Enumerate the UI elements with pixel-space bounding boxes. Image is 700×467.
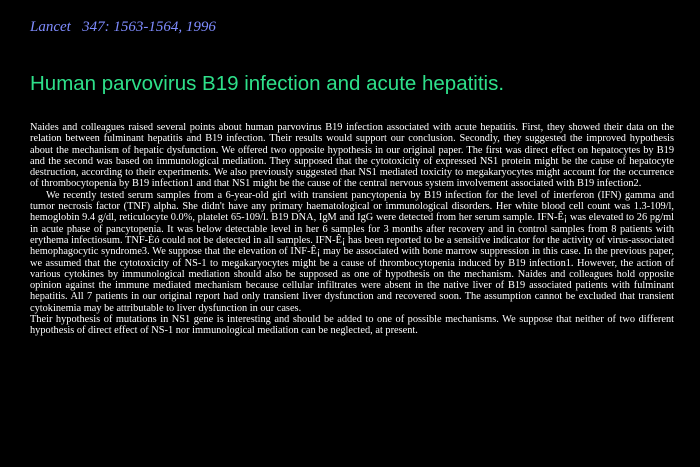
article-body: [30, 122, 674, 337]
paragraph-3: Their hypothesis of mutations in NS1 gene is interesting and should be added to one of possible mechanisms. We suppose that neither of two different hypothesis of direct effect of NS-1 nor immunological mediation can be neglected, at present.: [30, 314, 674, 337]
article-title: Human parvovirus B19 infection and acute hepatitis.: [30, 72, 505, 95]
journal-citation: Lancet 347: 1563-1564, 1996: [30, 19, 216, 35]
paragraph-2: We recently tested serum samples from a 6-year-old girl with transient pancytopenia by B19 infection for the level of interferon (IFN) gamma and tumor necrosis factor (TNF) alpha. She didn't have any primary haematological or immunological disorders. Her white blood cell count was 1.3-109/l, hemoglobin 9.4 g/dl, reticulocyte 0.0%, platelet 65-109/l. B19 DNA, IgM and IgG were detected from her serum sample. IFN-Ê¡ was elevated to 26 pg/ml in acute phase of pancytopenia. It was below detectable level in her 6 samples for 3 months after recovery and in control samples from 8 patients with erythema infectiosum. TNF-Èó could not be detected in all samples. IFN-Ê¡ has been reported to be a sensitive indicator for the activity of virus-associated hemophagocytic syndrome3. We suppose that the elevation of INF-Ê¡ may be associated with bone marrow suppression in this case. In the previous paper, we assumed that the cytotoxicity of NS-1 to megakaryocytes might be a cause of thrombocytopenia induced by B19 infection1. However, the action of various cytokines by immunological mediation should also be supposed as one of hypothesis on the mechanism. Naides and colleagues hold opposite opinion against the immune mediated mechanism because cellular infiltrates were absent in the native liver of B19 associated patients with fulminant hepatitis. All 7 patients in our original report had only transient liver dysfunction and recovered soon. The assumption cannot be excluded that transient cytokinemia may be attributable to liver dysfunction in our cases.: [30, 189, 674, 314]
paragraph-1: Naides and colleagues raised several points about human parvovirus B19 infection associated with acute hepatitis. First, they showed their data on the relation between fulminant hepatitis and B19 infection. Their results would support our conclusion. Secondly, they suggested the improved hypothesis about the mechanism of hepatic dysfunction. We offered two opposite hypothesis in our original paper. The first was direct effect on hepatocytes by B19 and the second was based on immunological mediation. They supposed that the cytotoxicity of expressed NS1 protein might be the cause of hepatocyte destruction, according to their experiments. We also previously suggested that NS1 mediated toxicity to megakaryocytes might account for the occurrence of thrombocytopenia by B19 infection1 and that NS1 might be the cause of the central nervous system involvement associated with B19 infection2.: [30, 122, 674, 190]
